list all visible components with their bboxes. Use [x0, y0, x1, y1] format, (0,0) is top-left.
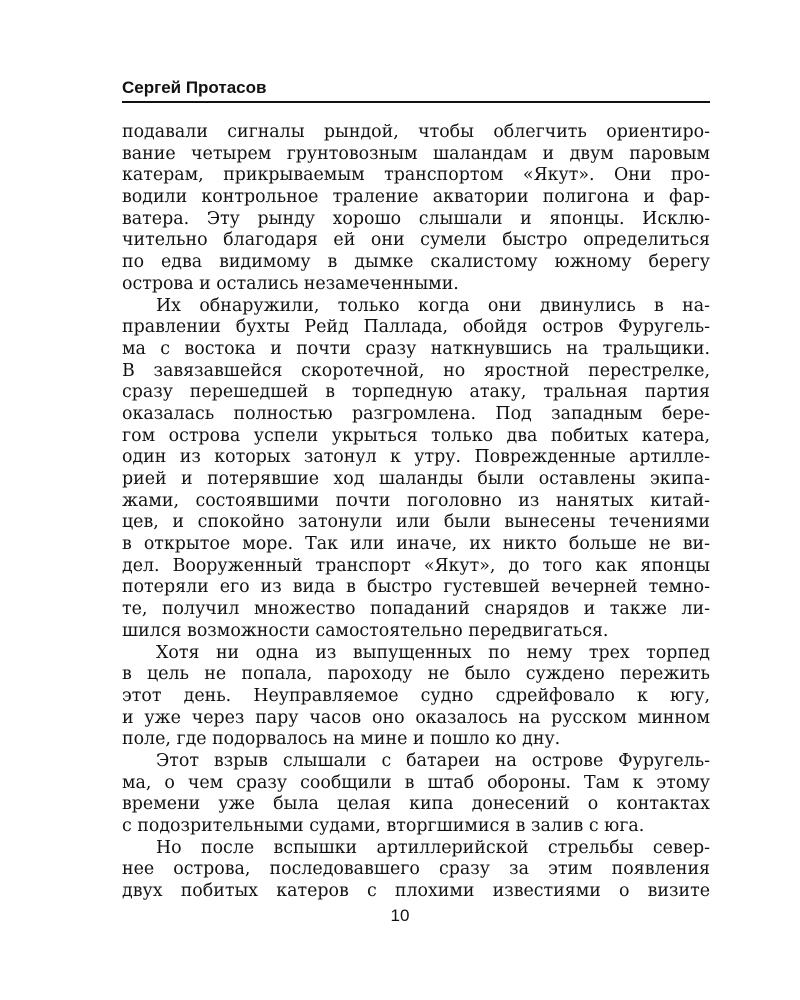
- text-line: ватера. Эту рынду хорошо слышали и японцы. Исклю-: [122, 208, 710, 229]
- text-line: те, получил множество попаданий снарядов и также ли-: [122, 599, 710, 620]
- text-line: дел. Вооруженный транспорт «Якут», до того как японцы: [122, 555, 710, 576]
- text-line: этот день. Неуправляемое судно сдрейфовало к югу,: [122, 685, 710, 706]
- text-line: Но после вспышки артиллерийской стрельбы север-: [156, 837, 710, 858]
- text-line: с подозрительными судами, вторгшимися в залив с юга.: [122, 816, 645, 836]
- text-line: времени уже была целая кипа донесений о контактах: [122, 794, 710, 815]
- text-line: двух побитых катеров с плохими известиями о визите: [122, 881, 710, 902]
- text-line: Хотя ни одна из выпущенных по нему трех торпед: [156, 642, 710, 663]
- text-line: Этот взрыв слышали с батареи на острове Фуругель-: [156, 750, 710, 771]
- paragraph: [122, 751, 710, 838]
- text-line: жами, состоявшими почти поголовно из нанятых китай-: [122, 490, 710, 511]
- body-text: [122, 122, 710, 903]
- paragraph: [122, 838, 710, 903]
- running-header-author: Сергей Протасов: [122, 78, 710, 103]
- text-line: ма, о чем сразу сообщили в штаб обороны. Там к этому: [122, 772, 710, 793]
- text-line: в открытое море. Так или иначе, их никто больше не ви-: [122, 534, 710, 555]
- text-line: шился возможности самостоятельно передвигаться.: [122, 620, 609, 641]
- text-line: оказалась полностью разгромлена. Под западным бере-: [122, 403, 710, 424]
- text-line: правлении бухты Рейд Паллада, обойдя остров Фуругель-: [122, 317, 710, 338]
- text-line: катерам, прикрываемым транспортом «Якут». Они про-: [122, 165, 710, 186]
- text-line: В завязавшейся скоротечной, но яростной перестрелке,: [122, 360, 710, 381]
- text-line: рией и потерявшие ход шаланды были оставлены экипа-: [122, 469, 710, 489]
- text-line: нее острова, последовавшего сразу за этим появления: [122, 859, 710, 880]
- text-line: один из которых затонул к утру. Поврежденные артилле-: [122, 447, 710, 468]
- text-line: острова и остались незамеченными.: [122, 273, 459, 294]
- paragraph: [122, 122, 710, 296]
- text-line: вание четырем грунтовозным шаландам и двум паровым: [122, 143, 710, 164]
- text-line: подавали сигналы рындой, чтобы облегчить ориентиро-: [122, 122, 710, 142]
- text-line: ма с востока и почти сразу наткнувшись на тральщики.: [122, 338, 710, 359]
- text-line: и уже через пару часов оно оказалось на русском минном: [122, 707, 710, 728]
- paragraph: [122, 643, 710, 751]
- text-line: гом острова успели укрыться только два побитых катера,: [122, 425, 710, 446]
- text-line: цев, и спокойно затонули или были вынесены течениями: [122, 512, 710, 533]
- text-line: по едва видимому в дымке скалистому южному берегу: [122, 252, 710, 273]
- paragraph: [122, 296, 710, 643]
- text-line: поле, где подорвалось на мине и пошло ко дну.: [122, 729, 561, 750]
- text-line: водили контрольное траление акватории полигона и фар-: [122, 187, 710, 208]
- text-line: Их обнаружили, только когда они двинулись в на-: [156, 295, 710, 316]
- text-line: сразу перешедшей в торпедную атаку, тральная партия: [122, 382, 710, 403]
- text-line: чительно благодаря ей они сумели быстро определиться: [122, 230, 710, 251]
- page-number: 10: [390, 906, 410, 925]
- text-line: потеряли его из вида в быстро густевшей вечерней темно-: [122, 577, 710, 598]
- text-line: в цель не попала, пароходу не было суждено пережить: [122, 664, 710, 685]
